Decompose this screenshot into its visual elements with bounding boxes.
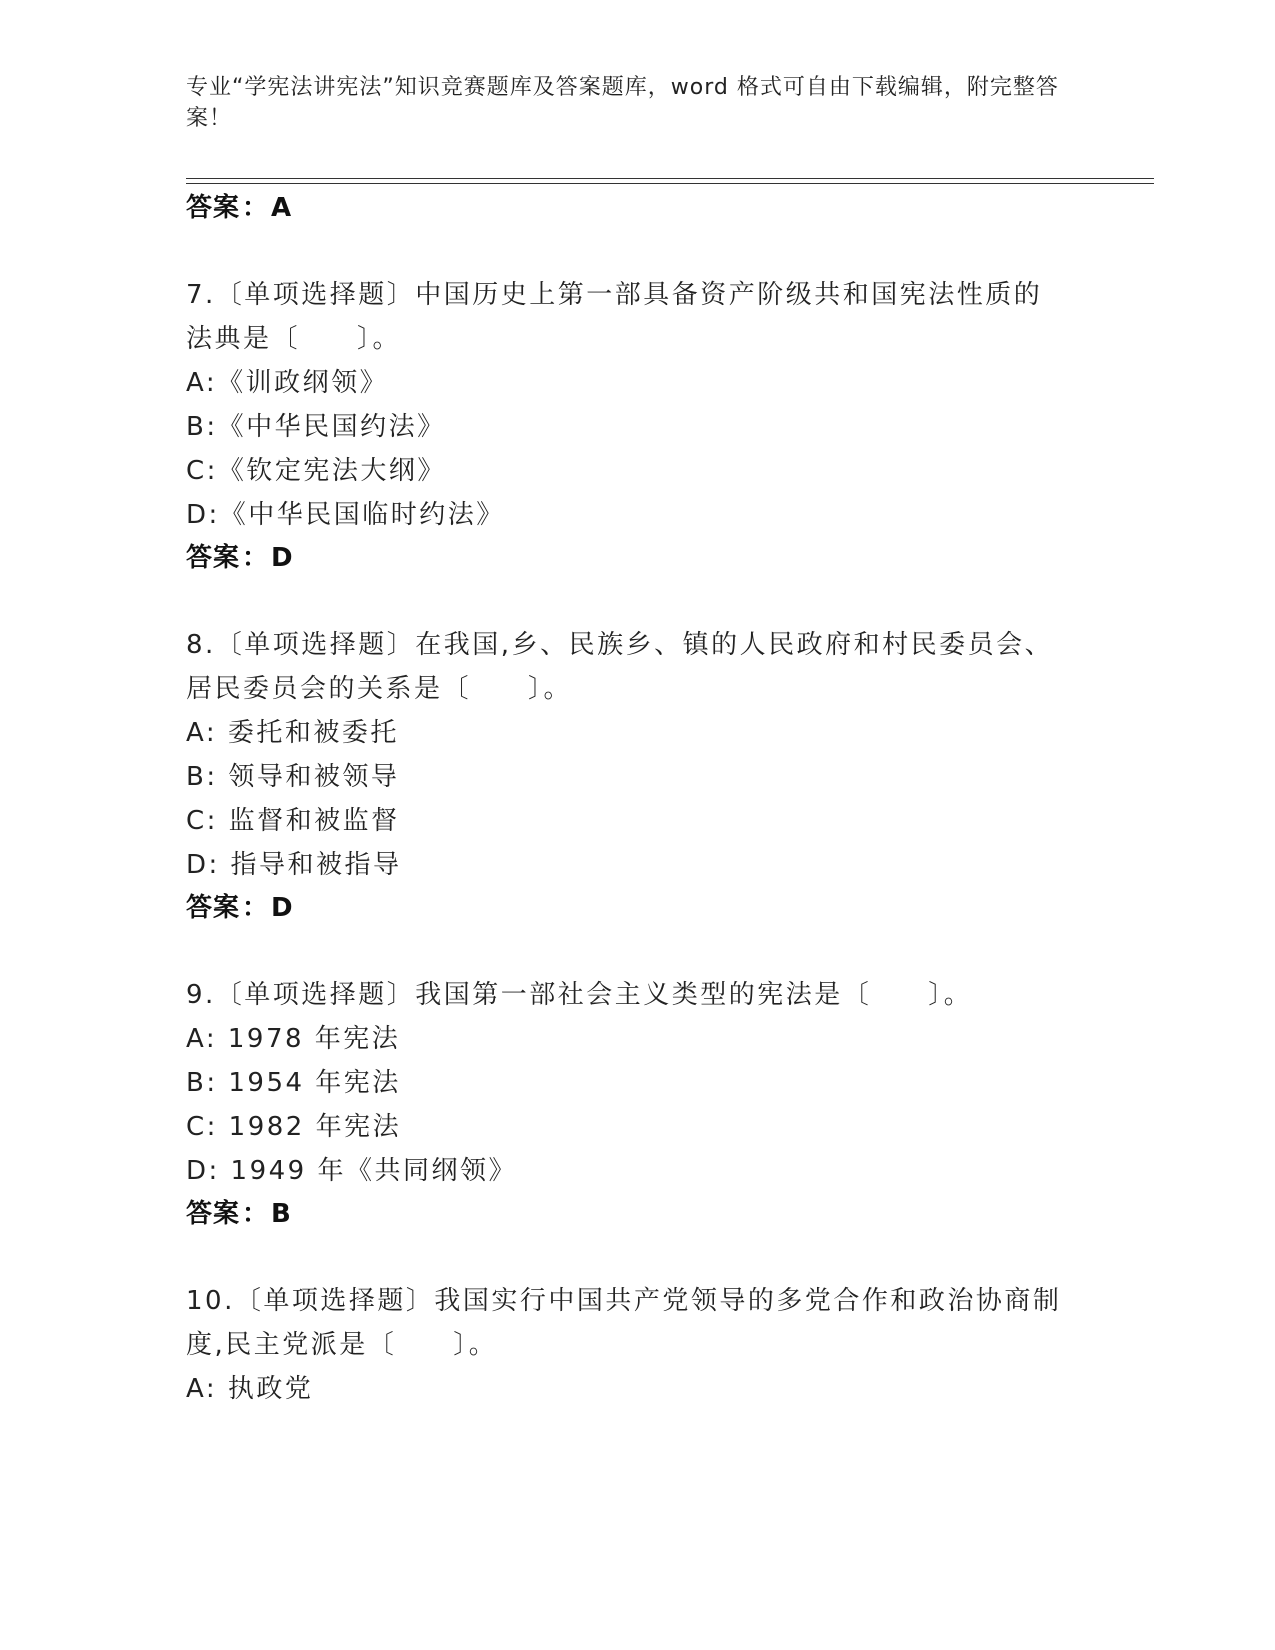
answer-sep: ： — [242, 1199, 270, 1229]
answer-value: A — [271, 193, 293, 223]
answer-sep: ： — [242, 193, 270, 223]
question-8-option-c: C: 监督和被监督 — [186, 806, 400, 836]
question-7-stem-line-2: 法典是〔 〕。 — [186, 324, 402, 354]
answer-label: 答案 — [186, 543, 241, 573]
question-7-option-a: A:《训政纲领》 — [186, 368, 389, 398]
header-rule-bottom — [186, 183, 1154, 184]
question-7-option-c: C:《钦定宪法大纲》 — [186, 456, 446, 486]
answer-prev — [186, 193, 292, 223]
question-9-option-d: D: 1949 年《共同纲领》 — [186, 1156, 517, 1186]
question-8-answer — [186, 893, 294, 923]
question-8-stem-line-2: 居民委员会的关系是〔 〕。 — [186, 674, 573, 704]
answer-label: 答案 — [186, 1199, 241, 1229]
answer-sep: ： — [242, 543, 270, 573]
question-7-stem-line-1: 7.〔单项选择题〕中国历史上第一部具备资产阶级共和国宪法性质的 — [186, 280, 1043, 310]
question-8-option-b: B: 领导和被领导 — [186, 762, 400, 792]
question-9-option-b: B: 1954 年宪法 — [186, 1068, 401, 1098]
question-7-option-b: B:《中华民国约法》 — [186, 412, 446, 442]
answer-sep: ： — [242, 893, 270, 923]
question-9-answer — [186, 1199, 292, 1229]
question-8-stem-line-1: 8.〔单项选择题〕在我国,乡、民族乡、镇的人民政府和村民委员会、 — [186, 630, 1054, 660]
question-8-option-a: A: 委托和被委托 — [186, 718, 399, 748]
question-10-option-a: A: 执政党 — [186, 1374, 314, 1404]
question-7-option-d: D:《中华民国临时约法》 — [186, 500, 505, 530]
question-9-stem-line-1: 9.〔单项选择题〕我国第一部社会主义类型的宪法是〔 〕。 — [186, 980, 973, 1010]
answer-value: D — [271, 543, 294, 573]
question-7-answer — [186, 543, 294, 573]
question-8-option-d: D: 指导和被指导 — [186, 850, 402, 880]
question-9-option-a: A: 1978 年宪法 — [186, 1024, 401, 1054]
answer-value: D — [271, 893, 294, 923]
header-rule-top — [186, 178, 1154, 179]
question-10-stem-line-1: 10.〔单项选择题〕我国实行中国共产党领导的多党合作和政治协商制 — [186, 1286, 1062, 1316]
question-10-stem-line-2: 度,民主党派是〔 〕。 — [186, 1330, 498, 1360]
answer-value: B — [271, 1199, 292, 1229]
answer-label: 答案 — [186, 893, 241, 923]
answer-label: 答案 — [186, 193, 241, 223]
question-9-option-c: C: 1982 年宪法 — [186, 1112, 402, 1142]
document-header: 专业“学宪法讲宪法”知识竞赛题库及答案题库，word 格式可自由下载编辑，附完整答案！ — [186, 75, 1059, 131]
